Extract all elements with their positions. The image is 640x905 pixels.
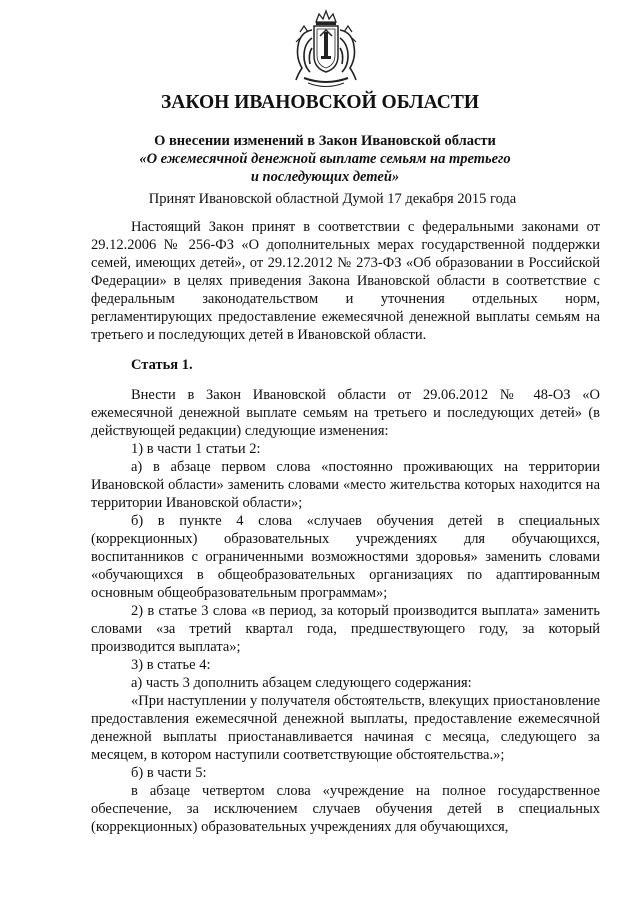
body-paragraph: б) в пункте 4 слова «случаев обучения детей в специальных (коррекционных) образовательных учреждениях для обучающихся, воспитанников с ограниченными возможностями здоровья» заменить словами «обучающихся в общеобразовательных организациях по адаптированным основным общеобразовательным программам»; (91, 513, 600, 601)
coat-of-arms-icon (290, 8, 362, 88)
article-heading: Статья 1. (131, 357, 193, 373)
body-paragraph: а) часть 3 дополнить абзацем следующего содержания: (131, 675, 472, 691)
body-paragraph: в абзаце четвертом слова «учреждение на полное государственное обеспечение, за исключением случаев обучения детей в специальных (коррекционных) образовательных учреждениях для обучающихся, (91, 783, 600, 835)
law-title: ЗАКОН ИВАНОВСКОЙ ОБЛАСТИ (160, 92, 480, 113)
law-subtitle (60, 132, 590, 186)
adoption-note: Принят Ивановской областной Думой 17 декабря 2015 года (148, 191, 517, 207)
body-paragraph: 3) в статье 4: (131, 657, 211, 673)
law-subtitle-line: и последующих детей» (250, 169, 400, 185)
body-paragraph: 2) в статье 3 слова «в период, за который производится выплата» заменить словами «за третий квартал года, предшествующего году, за который производится выплата»; (91, 603, 600, 655)
law-body (91, 218, 600, 836)
body-paragraph: а) в абзаце первом слова «постоянно проживающих на территории Ивановской области» заменить словами «место жительства которых находится на территории Ивановской области»; (91, 459, 600, 511)
body-paragraph: 1) в части 1 статьи 2: (131, 441, 261, 457)
body-paragraph: «При наступлении у получателя обстоятельств, влекущих приостановление предоставления ежемесячной денежной выплаты, предоставление ежемесячной денежной выплаты приостанавливается начиная с месяца, следующего за месяцем, в котором наступили соответствующие обстоятельства.»; (91, 693, 600, 763)
body-paragraph: б) в части 5: (131, 765, 207, 781)
law-subtitle-line: «О ежемесячной денежной выплате семьям на третьего (139, 151, 511, 167)
law-subtitle-line: О внесении изменений в Закон Ивановской области (154, 133, 496, 149)
preamble-paragraph: Настоящий Закон принят в соответствии с федеральными законами от 29.12.2006 № 256-ФЗ «О дополнительных мерах государственной поддержки семей, имеющих детей», от 29.12.2012 № 273-ФЗ «Об образовании в Российской Федерации» в целях приведения Закона Ивановской области в соответствие с федеральным законодательством и уточнения отдельных норм, регламентирующих предоставление ежемесячной денежной выплаты семьям на третьего и последующих детей в Ивановской области. (91, 219, 600, 343)
body-paragraph: Внести в Закон Ивановской области от 29.06.2012 № 48-ОЗ «О ежемесячной денежной выплате семьям на третьего и последующих детей» (в действующей редакции) следующие изменения: (91, 387, 600, 439)
